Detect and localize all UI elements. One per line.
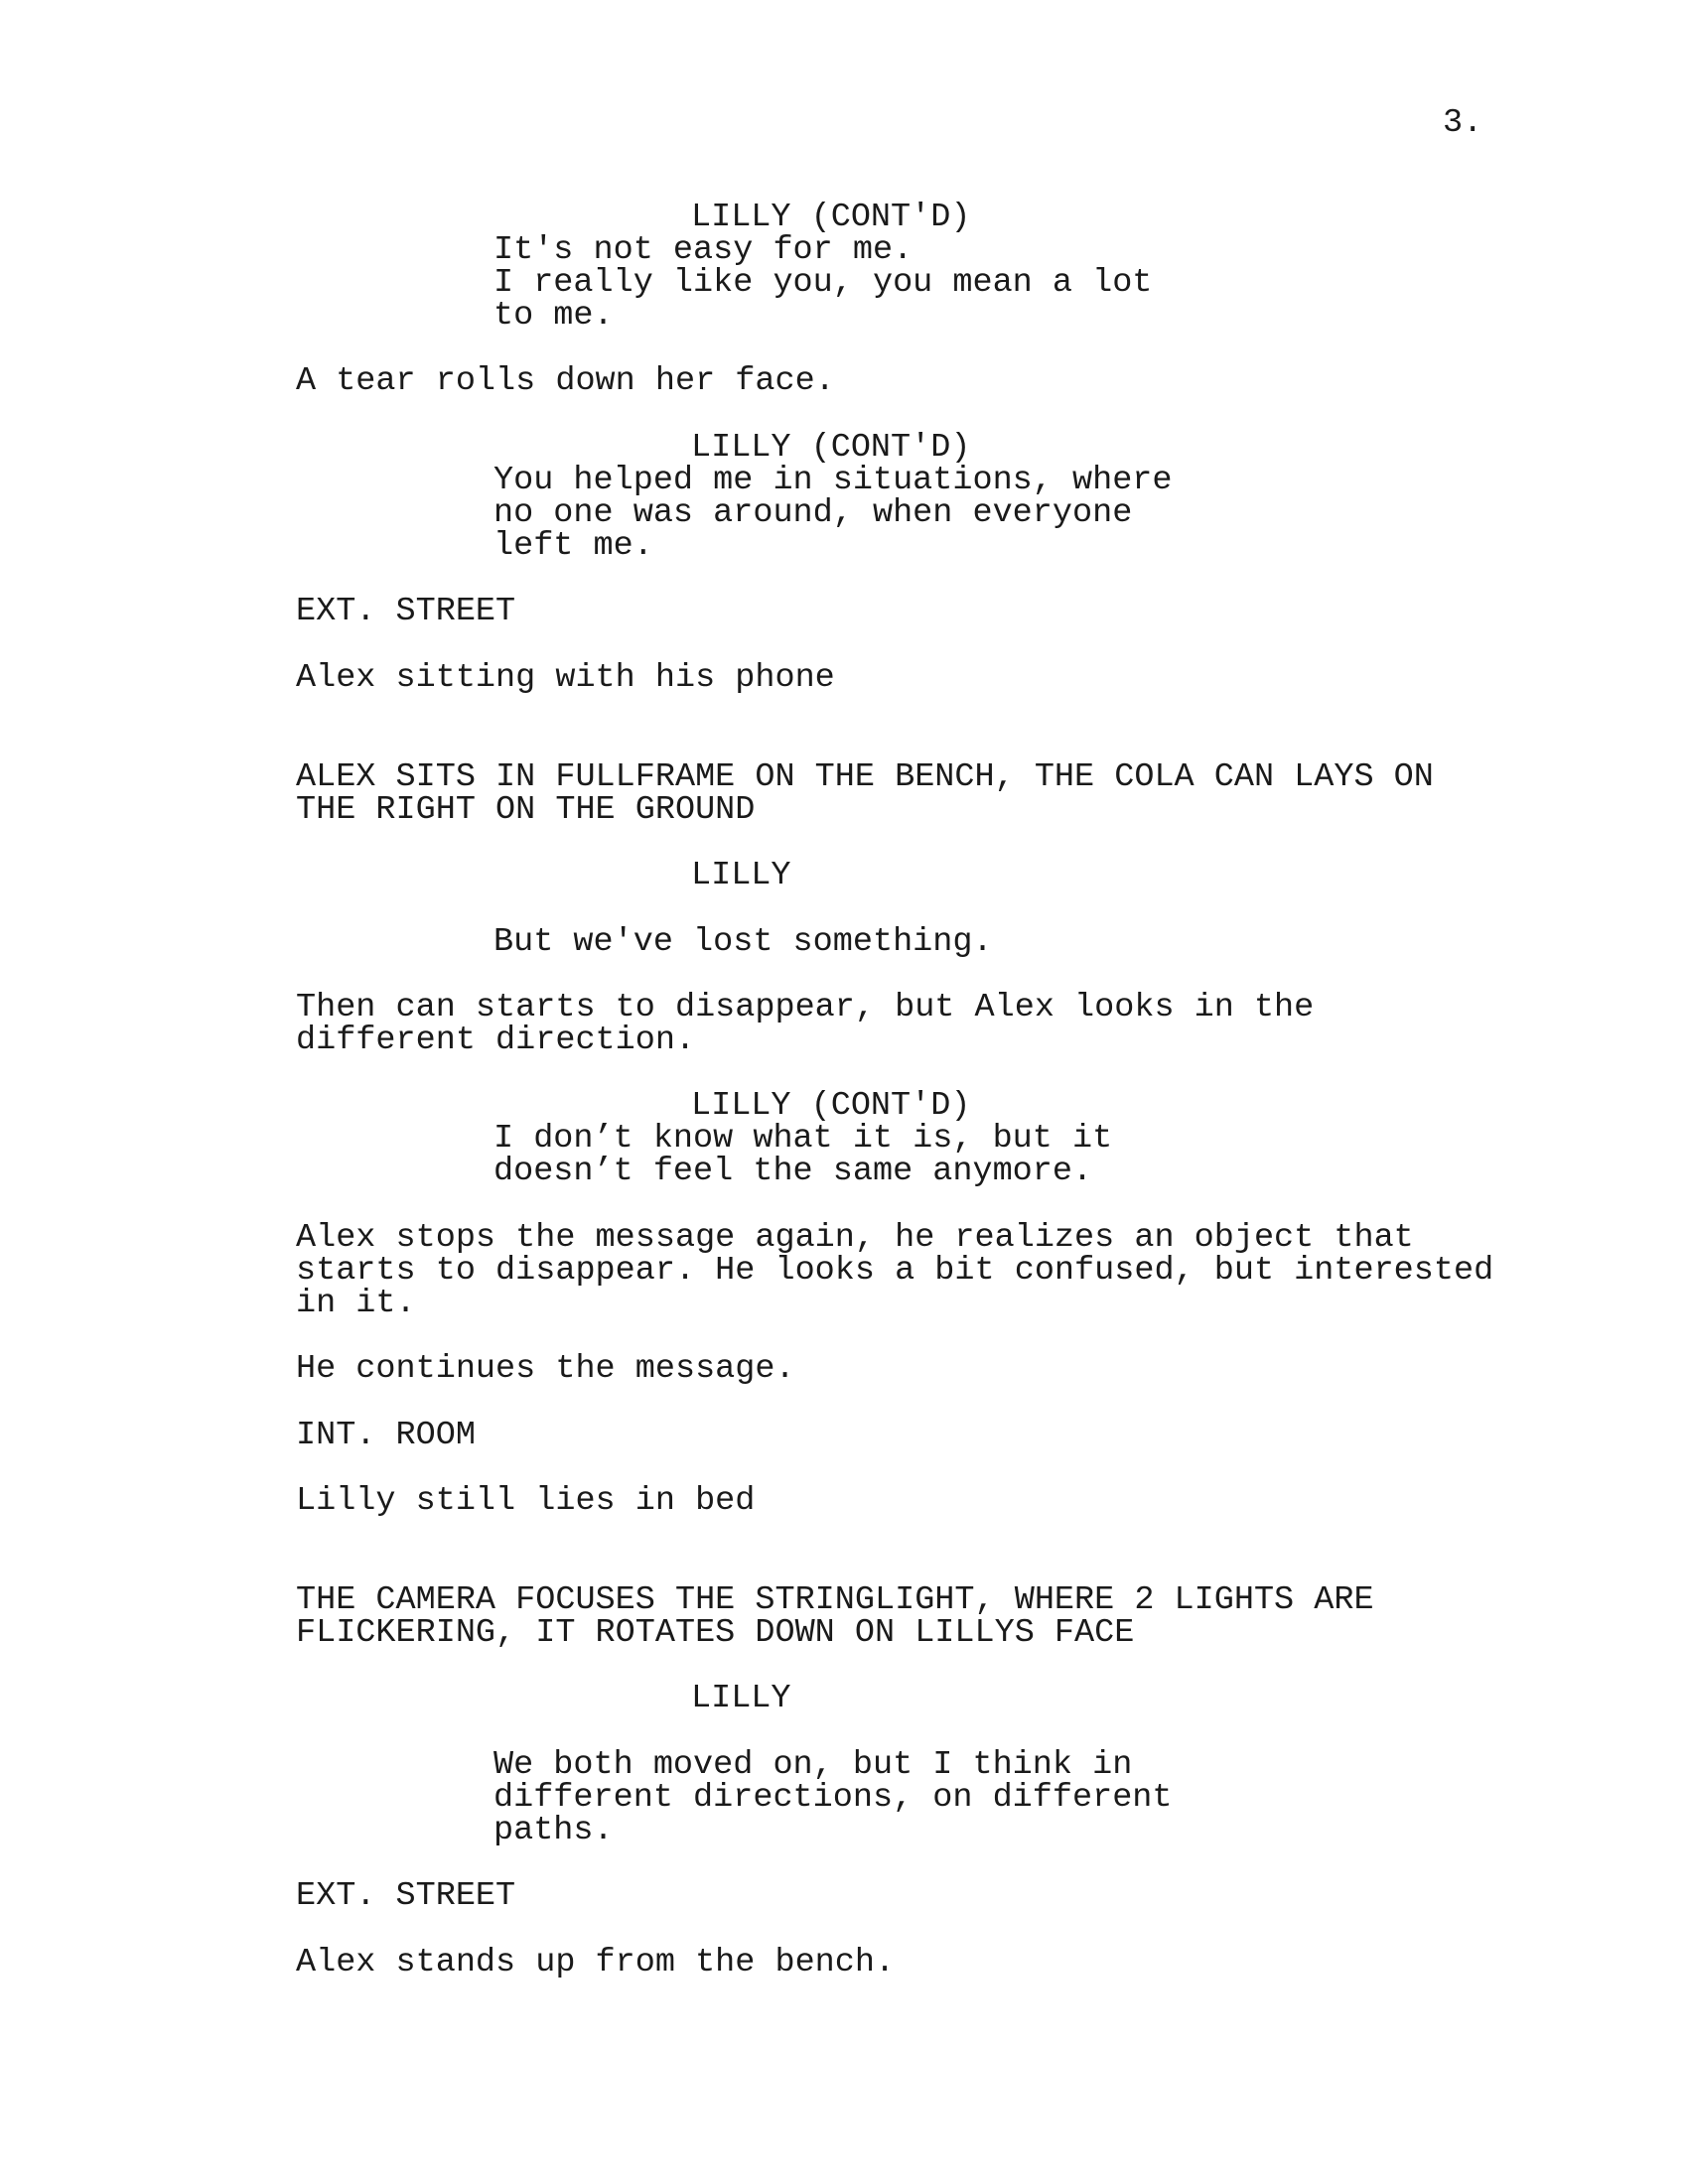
dialogue-line: different directions, on different (493, 1779, 1173, 1817)
scene-heading: EXT. STREET (296, 593, 516, 630)
dialogue-line: You helped me in situations, where (493, 462, 1173, 499)
character-cue: LILLY (691, 1680, 791, 1717)
action-line: A tear rolls down her face. (296, 362, 835, 400)
dialogue-line: doesn’t feel the same anymore. (493, 1153, 1093, 1190)
scene-heading: EXT. STREET (296, 1877, 516, 1915)
action-line: He continues the message. (296, 1350, 795, 1388)
action-line: Alex stops the message again, he realizes an object that (296, 1219, 1414, 1257)
dialogue-line: left me. (493, 527, 653, 565)
action-line: THE RIGHT ON THE GROUND (296, 791, 756, 829)
dialogue-line: I don’t know what it is, but it (493, 1120, 1113, 1158)
character-cue: LILLY (691, 857, 791, 894)
action-line: starts to disappear. He looks a bit confused, but interested (296, 1252, 1494, 1290)
page-number: 3. (1443, 104, 1483, 142)
dialogue-line: paths. (493, 1812, 614, 1849)
action-line: Then can starts to disappear, but Alex looks in the (296, 989, 1315, 1026)
dialogue-line: It's not easy for me. (493, 231, 914, 269)
dialogue-line: But we've lost something. (493, 923, 993, 961)
dialogue-line: We both moved on, but I think in (493, 1746, 1133, 1784)
character-cue: LILLY (CONT'D) (691, 1087, 971, 1125)
character-cue: LILLY (CONT'D) (691, 429, 971, 467)
action-line: in it. (296, 1285, 416, 1322)
dialogue-line: I really like you, you mean a lot (493, 264, 1153, 302)
dialogue-line: to me. (493, 297, 614, 335)
character-cue: LILLY (CONT'D) (691, 199, 971, 236)
dialogue-line: no one was around, when everyone (493, 494, 1133, 532)
action-line: Alex stands up from the bench. (296, 1944, 896, 1981)
action-line: Alex sitting with his phone (296, 659, 835, 697)
scene-heading: INT. ROOM (296, 1417, 476, 1454)
action-line: different direction. (296, 1022, 696, 1059)
action-line: Lilly still lies in bed (296, 1482, 756, 1520)
action-line: FLICKERING, IT ROTATES DOWN ON LILLYS FACE (296, 1614, 1135, 1652)
action-line: ALEX SITS IN FULLFRAME ON THE BENCH, THE COLA CAN LAYS ON (296, 758, 1434, 796)
action-line: THE CAMERA FOCUSES THE STRINGLIGHT, WHERE 2 LIGHTS ARE (296, 1581, 1374, 1619)
